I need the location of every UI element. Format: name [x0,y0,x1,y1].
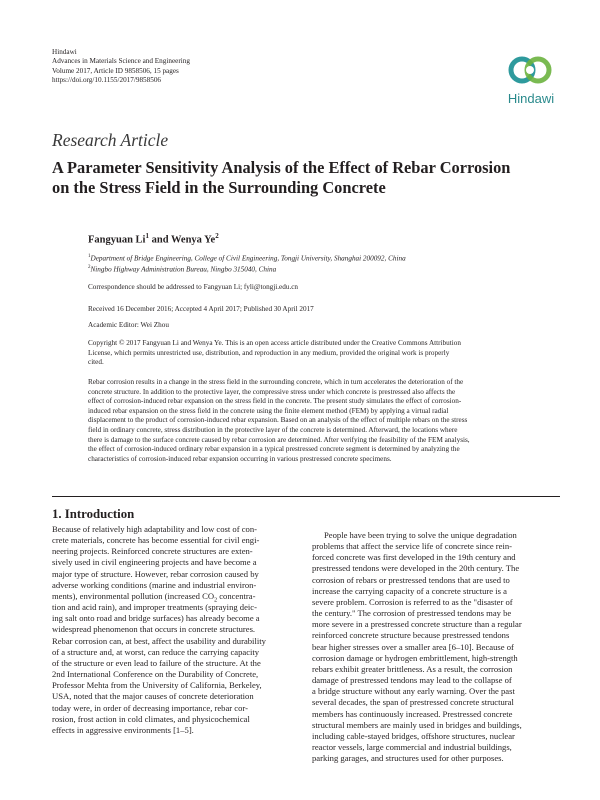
body-line: adverse working conditions (marine and industrial environ- [52,579,257,590]
section-heading: 1. Introduction [52,507,135,521]
body-line: prestressed tendons were developed in the 20th century. The [312,563,520,574]
body-line: Because of relatively high adaptability and low cost of con- [52,524,257,534]
body-line: Rebar corrosion can, at best, affect the usability and durability [52,635,266,646]
body-line: of the structure or even lead to failure of the structure. At the [52,657,261,668]
affiliation-item [88,252,406,263]
body-line: problems that affect the service life of concrete since rein- [312,541,513,552]
author-separator: and [148,234,171,246]
correspondence: Correspondence should be addressed to Fangyuan Li; fyli@tongji.edu.cn [88,283,299,291]
body-line: of a structure and, at worst, can reduce the carrying capacity [52,646,260,657]
abstract-line: induced rebar expansion on the stress field in the concrete using the finite element method (FEM) by applying a virtual radial [88,406,449,415]
body-line [52,591,300,602]
copyright-line: cited. [88,358,104,367]
paper-title [52,158,562,198]
affiliation-marker: 2 [215,232,219,240]
body-line: the century." The corrosion of prestressed tendons may be [312,608,512,619]
abstract-line: effect of corrosion-induced rebar expansion on the stress field in the concrete. The present study simulates the effect of corrosion- [88,397,462,406]
journal-name: Advances in Materials Science and Engineering [52,57,190,66]
abstract-line: field in ordinary concrete, stress distribution in the protective layer of the concrete is determined. Afterward, the locations where [88,425,458,434]
body-line: ing salt onto road and bridge surfaces) has already become a [52,613,260,624]
body-line: crete materials, concrete has become essential for civil engi- [52,535,260,546]
article-type: Research Article [52,130,169,150]
affiliation-marker: 2 [88,265,91,271]
body-line: rebars exhibit greater brittleness. As a result, the corrosion [312,663,513,674]
affiliation-text: Department of Bridge Engineering, College of Civil Engineering, Tongji University, Shanghai 200092, China [90,254,406,263]
body-line: rosion, frost action in cold climates, and physicochemical [52,713,250,724]
body-line: today were, in order of decreasing importance, rebar cor- [52,702,248,713]
author-list [88,232,219,246]
abstract-line: Rebar corrosion results in a change in the stress field in the surrounding concrete, which in turn accelerates the deterioration of the [88,378,464,386]
body-column-left [52,524,300,736]
body-line: parking garages, and structures used for other purposes. [312,753,504,764]
affiliation-marker: 1 [88,254,91,259]
abstract-line: there is damage to the surface concrete caused by rebar corrosion are determined. After verifying the feasibility of the FEM analysis, [88,435,470,444]
body-text: ments), environmental pollution (increased CO [52,590,215,601]
body-line: corrosion of rebars or prestressed tendons that are used to [312,574,510,585]
body-line: several decades, the span of prestressed concrete structural [312,697,514,708]
academic-editor: Academic Editor: Wei Zhou [88,321,169,329]
copyright-notice [88,339,556,368]
journal-meta [52,48,190,86]
copyright-line: License, which permits unrestricted use, distribution, and reproduction in any medium, provided the original work is properly [88,348,450,357]
author-name[interactable]: Fangyuan Li [88,234,146,246]
abstract-line: characteristics of corrosion-induced rebar expansion occurring in various prestressed concrete specimens. [88,454,392,463]
body-line: Professor Mehta from the University of California, Berkeley, [52,680,262,691]
body-line: corrosion damage or hydrogen embrittlement, high-strength [312,652,518,663]
affiliation-marker: 1 [145,232,149,240]
body-line: reinforced concrete structure because prestressed tendons [312,630,510,641]
body-line: neering projects. Reinforced concrete structures are exten- [52,546,253,557]
body-line: 2nd International Conference on the Durability of Concrete, [52,669,259,680]
abstract [88,378,558,464]
abstract-line: displacement to the product of corrosion-induced rebar expansion. Based on an analysis of the effect of multiple rebars on the stress [88,416,468,425]
body-line: increase the carrying capacity of a concrete structure is a [312,585,507,596]
body-line: including cable-stayed bridges, offshore structures, nuclear [312,730,515,741]
affiliation-item [88,263,406,274]
affiliations [88,252,406,275]
body-line: bear higher stresses over a smaller area [6–10]. Because of [312,641,514,652]
abstract-line: concrete structure. In addition to the protective layer, the compressive stress under which concrete is prestressed also affects the [88,387,456,396]
volume-line: Volume 2017, Article ID 9858506, 15 pages [52,66,179,75]
body-line: more severe in a prestressed concrete structure than a regular [312,619,522,630]
publisher-name: Hindawi [52,48,77,56]
subscript: 2 [214,597,218,603]
body-line: forced concrete was first developed in the 19th century and [312,552,516,563]
doi-link[interactable]: https://doi.org/10.1155/2017/9858506 [52,76,162,85]
body-text: concentra- [217,590,256,601]
author-name[interactable]: Wenya Ye [170,234,216,246]
affiliation-text: Ningbo Highway Administration Bureau, Ningbo 315040, China [90,265,277,274]
body-line: major type of structure. However, rebar corrosion caused by [52,568,259,579]
body-line: USA, noted that the major causes of concrete deterioration [52,691,254,702]
title-line: on the Stress Field in the Surrounding Concrete [52,178,386,197]
body-line: tion and acid rain), and improper treatments (spraying deic- [52,602,257,613]
copyright-line: Copyright © 2017 Fangyuan Li and Wenya Ye. This is an open access article distributed under the Creative Commons Attribution [88,339,461,347]
publication-dates: Received 16 December 2016; Accepted 4 April 2017; Published 30 April 2017 [88,305,314,313]
body-line: members has continuously increased. Prestressed concrete [312,708,513,719]
body-line: severe problem. Corrosion is referred to as the "disaster of [312,596,513,607]
body-column-right [312,530,560,764]
body-line: reactor vessels, large commercial and industrial buildings, [312,741,512,752]
body-line: a bridge structure without any early warning. Over the past [312,686,515,697]
body-line: effects in aggressive environments [1–5]. [52,724,194,735]
section-divider [52,496,560,497]
abstract-line: the effect of corrosion-induced ordinary rebar expansion in a typical prestressed concrete segment is determined by analyzing the [88,445,460,454]
title-line: A Parameter Sensitivity Analysis of the Effect of Rebar Corrosion [52,158,511,177]
body-line: sively used in civil engineering projects and have become a [52,557,257,568]
body-line: damage of prestressed tendons may lead to the collapse of [312,675,512,686]
logo-wordmark: Hindawi [507,91,555,106]
body-line: structural members are mainly used in bridges and buildings, [312,719,522,730]
body-line: widespread phenomenon that occurs in concrete structures. [52,624,256,635]
body-line: People have been trying to solve the unique degradation [324,530,517,540]
